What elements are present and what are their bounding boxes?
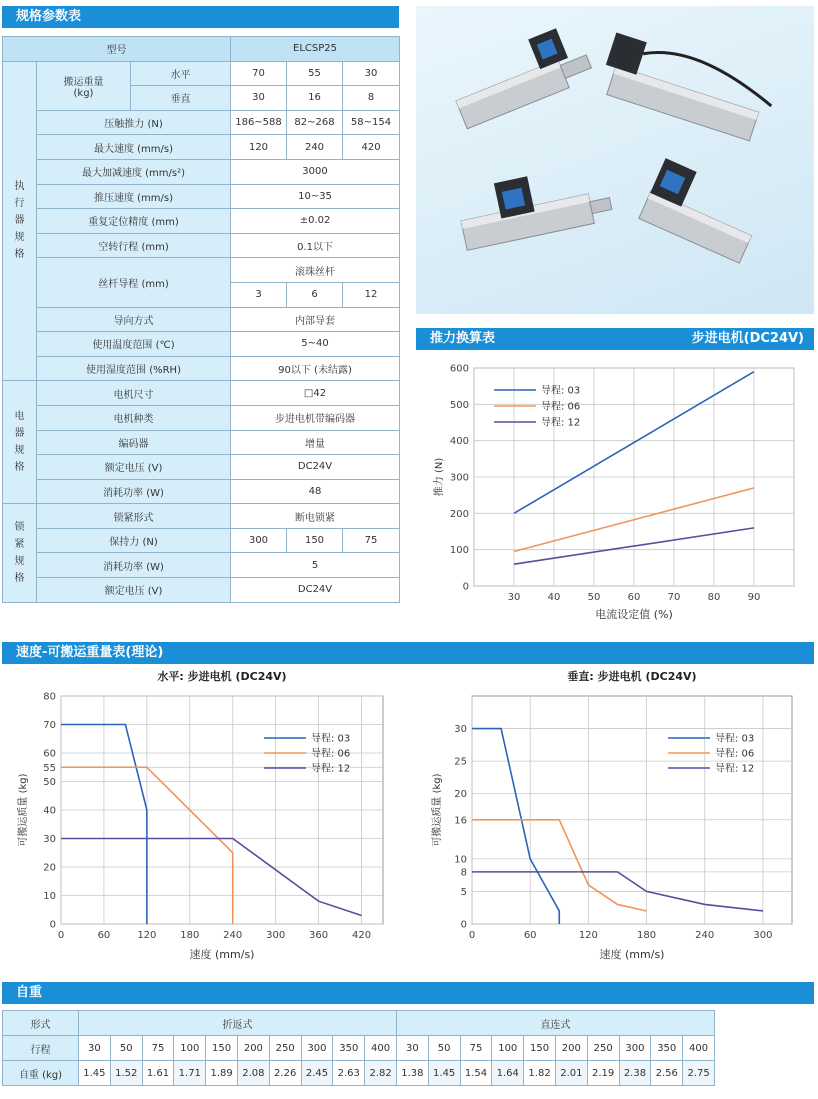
y-tick-label: 55 (43, 762, 56, 774)
weight-cell: 2.26 (269, 1061, 301, 1086)
table-cell: 55 (287, 61, 343, 86)
group-actuator: 执行器规格 (3, 61, 37, 381)
weight-cell: 2.19 (587, 1061, 619, 1086)
weight-cell: 1.61 (142, 1061, 174, 1086)
table-cell: 3000 (231, 159, 400, 184)
table-row (3, 504, 400, 529)
table-cell: 10~35 (231, 184, 400, 209)
x-tick-label: 420 (351, 930, 372, 941)
table-cell: 增量 (231, 430, 400, 455)
table-row (3, 356, 400, 381)
table-cell: 120 (231, 135, 287, 160)
row-label: 额定电压 (V) (37, 578, 231, 603)
table-cell: 3 (231, 282, 287, 307)
table-row (3, 479, 400, 504)
table-row (3, 209, 400, 234)
row-label: 额定电压 (V) (37, 455, 231, 480)
table-row (3, 61, 400, 86)
legend-label: 导程: 03 (311, 733, 351, 745)
form-folded: 折返式 (79, 1011, 397, 1036)
stroke-cell: 350 (651, 1036, 683, 1061)
spec-title: 规格参数表 (16, 9, 82, 24)
table-cell: 5~40 (231, 332, 400, 357)
spec-title-bar (2, 6, 399, 28)
row-label: 电机种类 (37, 405, 231, 430)
table-row (3, 1036, 715, 1061)
chart-title: 水平: 步进电机 (DC24V) (157, 670, 287, 683)
legend-label: 导程: 06 (715, 748, 755, 760)
row-label: 推压速度 (mm/s) (37, 184, 231, 209)
stroke-cell: 250 (269, 1036, 301, 1061)
table-cell: 30 (231, 86, 287, 111)
table-cell: 48 (231, 479, 400, 504)
y-tick-label: 500 (449, 399, 469, 411)
table-cell: 300 (231, 528, 287, 553)
weight-cell: 1.89 (206, 1061, 238, 1086)
stroke-cell: 250 (587, 1036, 619, 1061)
weight-cell: 2.63 (333, 1061, 365, 1086)
product-photo (416, 6, 814, 314)
table-row (3, 1061, 715, 1086)
row-label: 丝杆导程 (mm) (37, 258, 231, 307)
thrust-chart (416, 352, 814, 624)
form-direct: 直连式 (396, 1011, 714, 1036)
table-cell: 240 (287, 135, 343, 160)
y-tick-label: 30 (43, 834, 56, 845)
y-tick-label: 10 (454, 854, 467, 866)
legend-label: 导程: 12 (311, 763, 351, 775)
y-tick-label: 200 (449, 508, 469, 520)
row-label: 空转行程 (mm) (37, 233, 231, 258)
table-cell: 断电锁紧 (231, 504, 400, 529)
legend-label: 导程: 03 (541, 385, 581, 397)
x-tick-label: 90 (747, 592, 761, 603)
y-tick-label: 20 (43, 862, 56, 874)
y-tick-label: 300 (449, 472, 469, 484)
y-tick-label: 80 (43, 691, 56, 703)
table-cell: 82~268 (287, 110, 343, 135)
x-tick-label: 300 (266, 930, 286, 941)
table-row (3, 578, 400, 603)
weight-cell: 2.38 (619, 1061, 651, 1086)
spec-table (2, 36, 400, 603)
actuator-1 (445, 21, 595, 128)
table-row (3, 1011, 715, 1036)
stroke-cell: 200 (237, 1036, 269, 1061)
y-tick-label: 60 (43, 748, 56, 760)
x-tick-label: 120 (578, 930, 598, 941)
horizontal-speed-chart (2, 666, 402, 972)
table-cell: 186~588 (231, 110, 287, 135)
row-label: 使用温度范围 (℃) (37, 332, 231, 357)
table-row (3, 110, 400, 135)
table-row (3, 430, 400, 455)
weight-cell: 2.56 (651, 1061, 683, 1086)
row-label: 压触推力 (N) (37, 110, 231, 135)
table-cell: ±0.02 (231, 209, 400, 234)
legend-label: 导程: 06 (541, 401, 581, 413)
y-tick-label: 50 (43, 777, 56, 788)
stroke-cell: 400 (683, 1036, 715, 1061)
y-tick-label: 0 (462, 581, 469, 593)
y-tick-label: 10 (43, 891, 56, 902)
table-row (3, 553, 400, 578)
x-tick-label: 60 (627, 592, 641, 603)
weight-title-bar (2, 982, 814, 1004)
table-cell: 75 (343, 528, 400, 553)
actuator-4 (639, 158, 766, 263)
group-lock: 锁紧规格 (3, 504, 37, 602)
stroke-label: 行程 (3, 1036, 79, 1061)
actuator-3 (455, 160, 614, 250)
x-tick-label: 50 (587, 592, 601, 603)
y-tick-label: 100 (449, 545, 469, 557)
speed-title: 速度-可搬运重量表(理论) (16, 645, 164, 660)
weight-label: 自重 (kg) (3, 1061, 79, 1086)
stroke-cell: 300 (301, 1036, 333, 1061)
stroke-cell: 400 (365, 1036, 397, 1061)
y-axis-label: 推力 (N) (434, 457, 445, 497)
stroke-cell: 150 (524, 1036, 556, 1061)
y-tick-label: 5 (460, 886, 467, 898)
table-cell: 90以下 (未结露) (231, 356, 400, 381)
table-cell: 70 (231, 61, 287, 86)
stroke-cell: 200 (555, 1036, 587, 1061)
table-cell: 6 (287, 282, 343, 307)
stroke-cell: 75 (460, 1036, 492, 1061)
x-tick-label: 120 (137, 930, 157, 941)
weight-cell: 1.64 (492, 1061, 524, 1086)
table-cell: □42 (231, 381, 400, 406)
x-tick-label: 360 (309, 930, 329, 941)
table-row (3, 381, 400, 406)
table-cell: 0.1以下 (231, 233, 400, 258)
table-row (3, 159, 400, 184)
y-tick-label: 0 (460, 919, 467, 931)
table-row (3, 455, 400, 480)
stroke-cell: 30 (396, 1036, 428, 1061)
row-label: 重复定位精度 (mm) (37, 209, 231, 234)
table-cell: 5 (231, 553, 400, 578)
weight-cell: 1.45 (79, 1061, 111, 1086)
stroke-cell: 300 (619, 1036, 651, 1061)
weight-cell: 2.01 (555, 1061, 587, 1086)
table-row (3, 135, 400, 160)
y-tick-label: 40 (43, 805, 56, 817)
stroke-cell: 100 (492, 1036, 524, 1061)
stroke-cell: 100 (174, 1036, 206, 1061)
weight-cell: 1.38 (396, 1061, 428, 1086)
stroke-cell: 75 (142, 1036, 174, 1061)
weight-cell: 2.08 (237, 1061, 269, 1086)
stroke-cell: 350 (333, 1036, 365, 1061)
row-label: 编码器 (37, 430, 231, 455)
y-tick-label: 20 (454, 789, 467, 801)
row-label: 锁紧形式 (37, 504, 231, 529)
legend-label: 导程: 03 (715, 733, 755, 745)
y-tick-label: 70 (43, 720, 56, 731)
weight-cell: 2.82 (365, 1061, 397, 1086)
weight-cell: 1.54 (460, 1061, 492, 1086)
table-cell: 12 (343, 282, 400, 307)
y-tick-label: 30 (454, 724, 467, 736)
weight-cell: 1.71 (174, 1061, 206, 1086)
table-row (3, 332, 400, 357)
x-axis-label: 速度 (mm/s) (599, 948, 665, 961)
stroke-cell: 150 (206, 1036, 238, 1061)
group-electric: 电器规格 (3, 381, 37, 504)
stroke-cell: 50 (110, 1036, 142, 1061)
table-cell: 58~154 (343, 110, 400, 135)
y-axis-label: 可搬运质量 (kg) (432, 773, 443, 847)
row-label: 导向方式 (37, 307, 231, 332)
vertical-speed-chart (416, 666, 814, 972)
x-axis-label: 电流设定值 (%) (595, 608, 673, 621)
y-tick-label: 16 (454, 815, 467, 827)
x-tick-label: 240 (695, 930, 715, 941)
x-tick-label: 60 (97, 930, 111, 941)
y-axis-label: 可搬运质量 (kg) (18, 773, 29, 847)
weight-cell: 1.52 (110, 1061, 142, 1086)
x-tick-label: 80 (707, 592, 721, 603)
y-tick-label: 25 (454, 756, 467, 768)
table-cell: 内部导套 (231, 307, 400, 332)
legend-label: 导程: 12 (715, 763, 755, 775)
actuator-2 (597, 32, 778, 143)
chart-title: 垂直: 步进电机 (DC24V) (567, 670, 697, 683)
row-label: 消耗功率 (W) (37, 479, 231, 504)
weight-table (2, 1010, 715, 1086)
table-cell: 150 (287, 528, 343, 553)
thrust-title: 推力换算表 (430, 331, 496, 346)
x-tick-label: 40 (547, 592, 561, 603)
model-value: ELCSP25 (231, 37, 400, 62)
x-tick-label: 30 (507, 592, 521, 603)
weight-title: 自重 (16, 985, 43, 1000)
y-tick-label: 400 (449, 436, 469, 448)
y-tick-label: 0 (49, 919, 56, 931)
load-label: 搬运重量(kg) (37, 61, 131, 110)
table-row (3, 37, 400, 62)
x-tick-label: 0 (468, 930, 476, 941)
x-tick-label: 70 (667, 592, 681, 603)
weight-cell: 2.45 (301, 1061, 333, 1086)
row-label: 保持力 (N) (37, 528, 231, 553)
thrust-title-bar (416, 328, 814, 350)
x-axis-label: 速度 (mm/s) (189, 948, 255, 961)
row-label: 最大加减速度 (mm/s²) (37, 159, 231, 184)
speed-title-bar (2, 642, 814, 664)
table-cell: DC24V (231, 578, 400, 603)
table-cell: 8 (343, 86, 400, 111)
weight-cell: 2.75 (683, 1061, 715, 1086)
table-row (3, 307, 400, 332)
row-label: 使用湿度范围 (%RH) (37, 356, 231, 381)
actuator-illustration (416, 6, 814, 314)
x-tick-label: 180 (180, 930, 200, 941)
x-tick-label: 0 (57, 930, 65, 941)
table-row (3, 184, 400, 209)
x-tick-label: 60 (523, 930, 537, 941)
x-tick-label: 300 (753, 930, 773, 941)
table-cell: 420 (343, 135, 400, 160)
weight-cell: 1.82 (524, 1061, 556, 1086)
row-label: 消耗功率 (W) (37, 553, 231, 578)
legend-label: 导程: 12 (541, 417, 581, 429)
table-cell: DC24V (231, 455, 400, 480)
y-tick-label: 600 (449, 363, 469, 375)
row-label: 最大速度 (mm/s) (37, 135, 231, 160)
x-tick-label: 180 (636, 930, 657, 941)
table-cell: 步进电机带编码器 (231, 405, 400, 430)
table-row (3, 528, 400, 553)
stroke-cell: 50 (428, 1036, 460, 1061)
weight-cell: 1.45 (428, 1061, 460, 1086)
table-cell: 滚珠丝杆 (231, 258, 400, 283)
table-cell: 30 (343, 61, 400, 86)
table-row (3, 258, 400, 283)
stroke-cell: 30 (79, 1036, 111, 1061)
load-horizontal-label: 水平 (131, 61, 231, 86)
model-label: 型号 (3, 37, 231, 62)
form-header: 形式 (3, 1011, 79, 1036)
y-tick-label: 8 (460, 867, 467, 879)
table-row (3, 405, 400, 430)
table-row (3, 233, 400, 258)
x-tick-label: 240 (223, 930, 243, 941)
thrust-motor-label: 步进电机(DC24V) (691, 331, 804, 346)
legend-label: 导程: 06 (311, 748, 351, 760)
row-label: 电机尺寸 (37, 381, 231, 406)
table-cell: 16 (287, 86, 343, 111)
load-vertical-label: 垂直 (131, 86, 231, 111)
